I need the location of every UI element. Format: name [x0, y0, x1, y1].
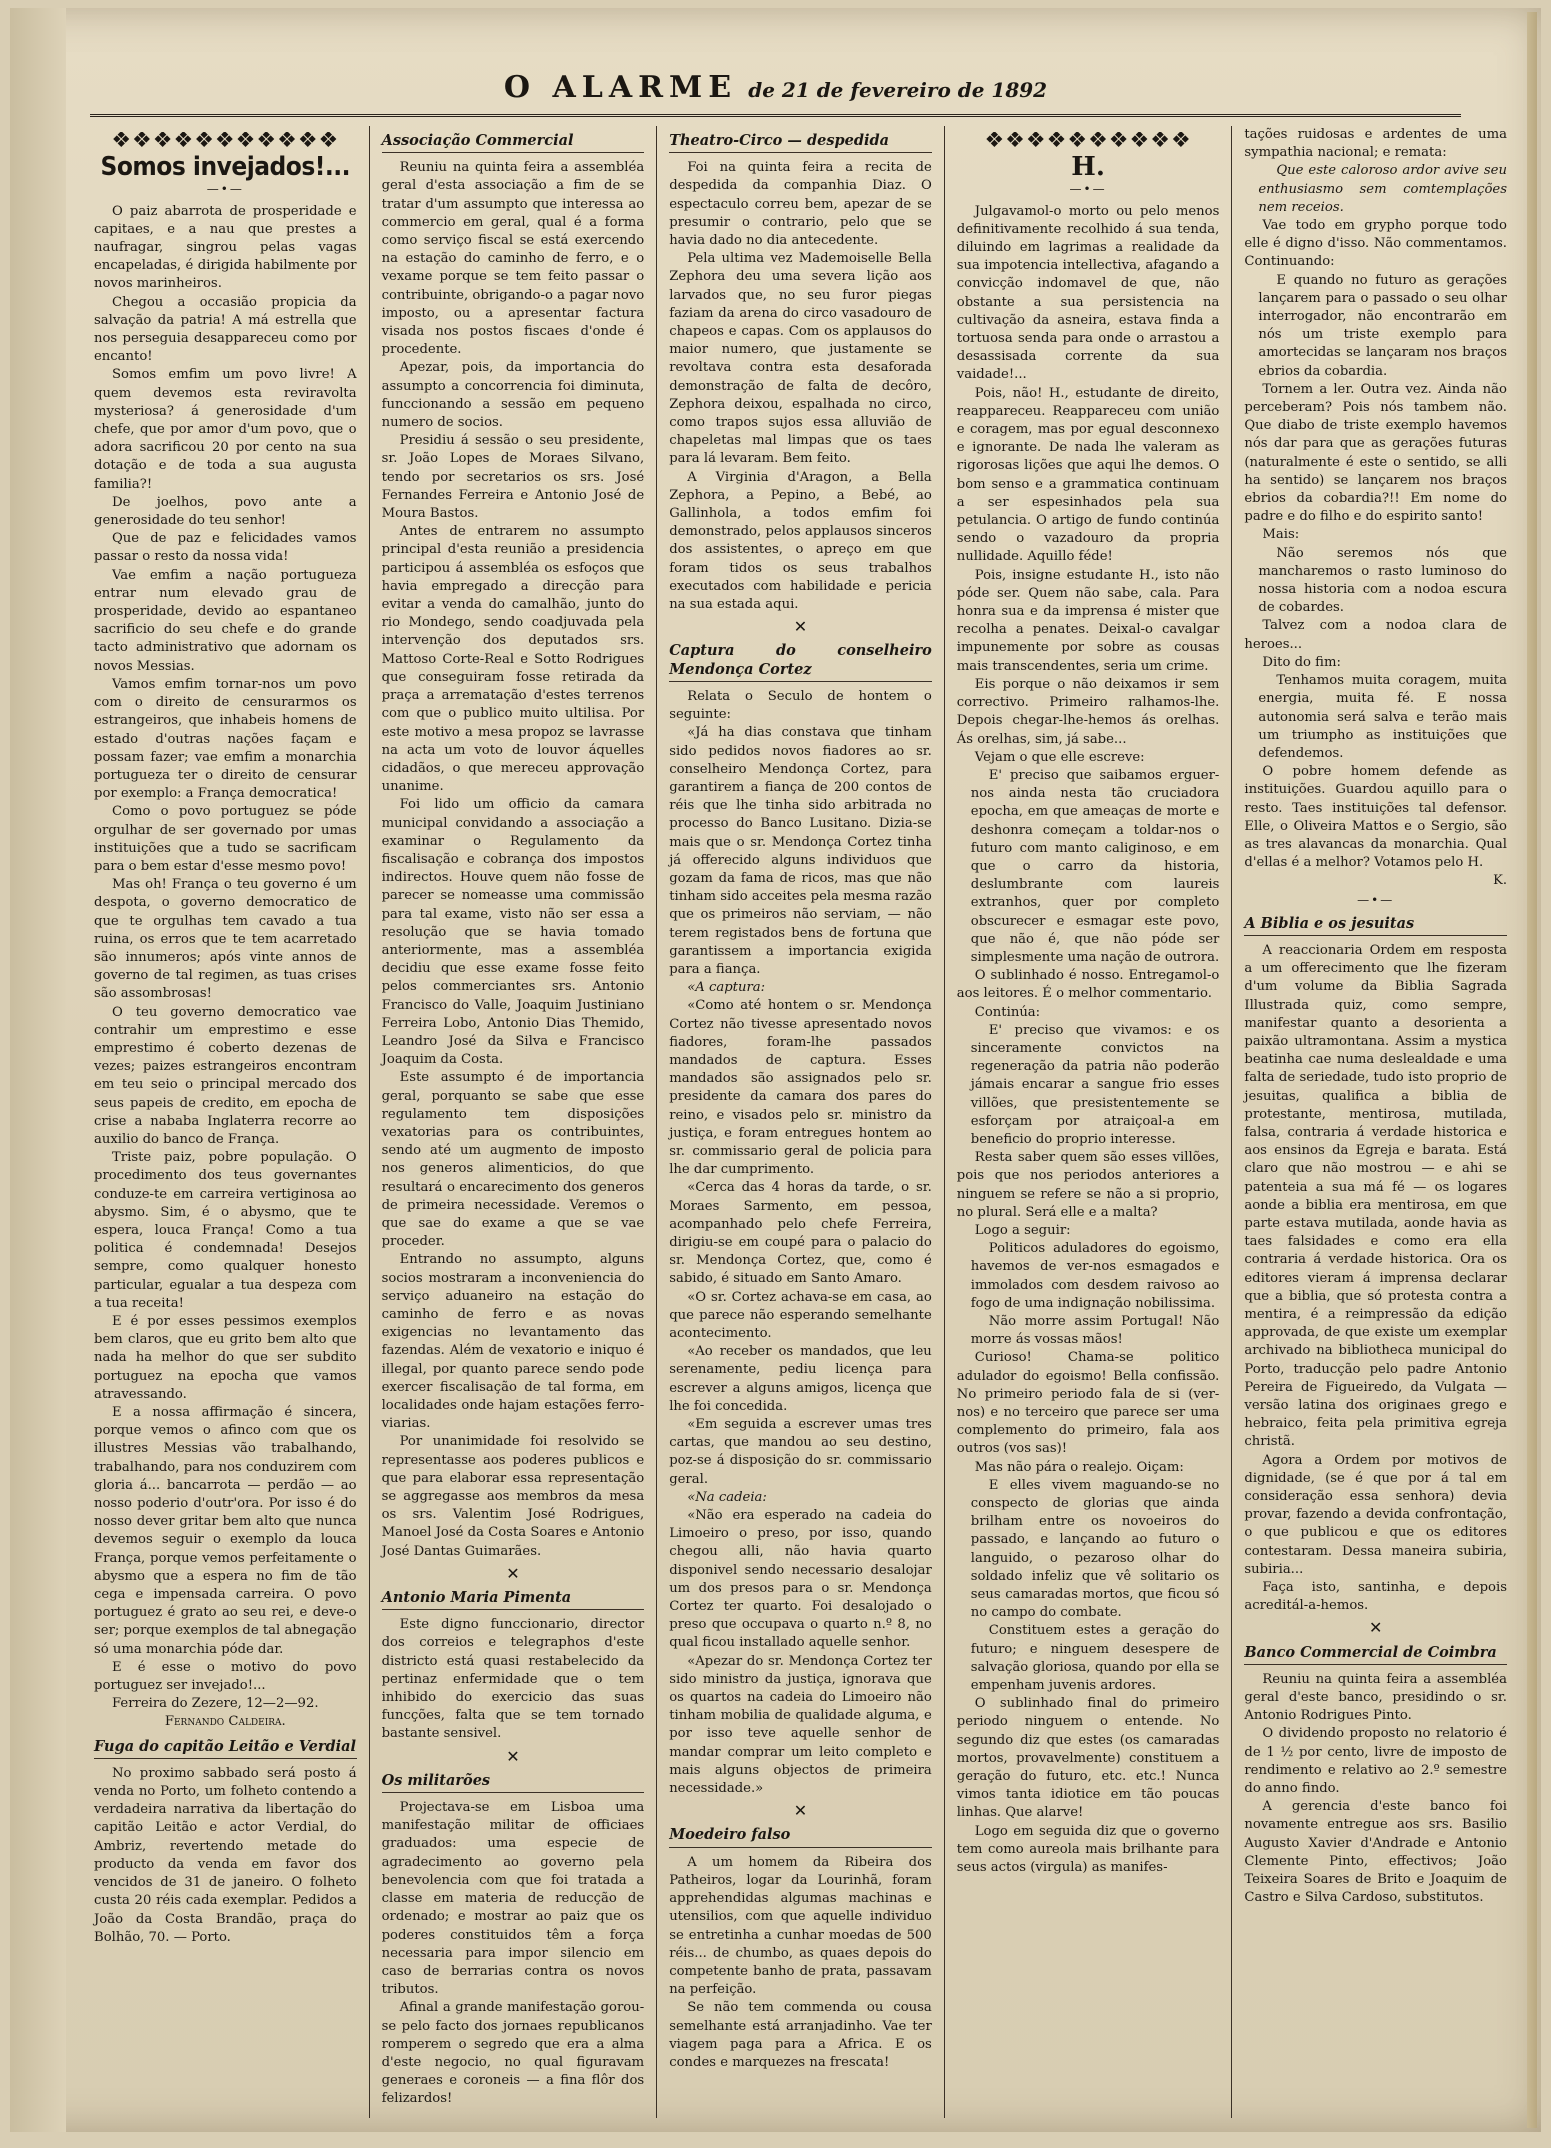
- quoted-paragraph: Não morre assim Portugal! Não morre ás vossas mãos!: [970, 1314, 1220, 1348]
- paragraph: Projectava-se em Lisboa uma manifestação militar de officiaes graduados: uma especie de agradecimento ao governo pela benevolencia com que foi tratada a classe em materia de reducção de ordenado; e mostrar ao paiz que os poderes constituidos têm a força necessaria para impor silencio em caso de berrarias contra os novos tributos.: [381, 1800, 645, 1998]
- paragraph: Logo em seguida diz que o governo tem como aureola mais brilhante para seus actos (virgula) as manifes-: [956, 1823, 1220, 1876]
- paragraph: Vae todo em grypho porque todo elle é digno d'isso. Não commentamos. Continuando:: [1244, 218, 1507, 270]
- column-3: [657, 126, 945, 2118]
- page-left-edge: [10, 8, 66, 2132]
- paragraph: Pela ultima vez Mademoiselle Bella Zephora deu uma severa lição aos larvados que, no seu furor piegas faziam da arena do circo vasadouro de chapeos e capas. Com os applausos do maior numero, que justamente se revoltava contra esta desaforada demonstração de falta de decôro, Zephora deixou, espalhada no circo, como trapos sujos essa alluvião de chapeletas mal limpas que os taes para lá levaram. Bem feito.: [669, 251, 932, 467]
- paragraph: «Já ha dias constava que tinham sido pedidos novos fiadores ao sr. conselheiro Mendonça Cortez, para garantirem a fiança de 200 contos de réis que lhe tinha sido arbitrada no processo do Banco Lusitano. Dizia-se mais que o sr. Mendonça Cortez tinha já offerecido alguns individuos que gozam da fama de ricos, mas que não tinham sido acceites pela mesma razão que os primeiros não serviam, — não terem registados bens de fortuna que garantissem a importancia exigida para a fiança.: [669, 725, 932, 977]
- paragraph: Pois, insigne estudante H., isto não póde ser. Quem não sabe, cala. Para honra sua e da imprensa é mister que recolha a penates. Deixal-o cavalgar impunemente por sobre as cousas mais transcendentes, seria um crime.: [956, 567, 1220, 674]
- paragraph: Vejam o que elle escreve:: [974, 749, 1145, 765]
- column-2: [370, 126, 658, 2118]
- paragraph: Julgavamol-o morto ou pelo menos definitivamente recolhido á sua tenda, diluindo em lagrimas a realidade da sua impotencia intellectiva, afagando a convicção indomavel de que, não obstante a sua persistencia na cultivação da asneira, estava finda a tortuosa senda para onde o arrastou a desassisada corrente da sua vaidade!...: [956, 203, 1220, 383]
- article-headline: Somos invejados!...: [100, 152, 351, 183]
- section-heading: Theatro-Circo — despedida: [669, 132, 932, 153]
- paragraph: O dividendo proposto no relatorio é de 1 ½ por cento, livre de imposto de rendimento e relativo ao 2.º semestre do anno findo.: [1244, 1726, 1507, 1797]
- quoted-paragraph: Politicos aduladores do egoismo, havemos de ver-nos esmagados e immolados com desdem raivoso ao fogo de uma indignação nobilissima.: [970, 1241, 1220, 1311]
- paragraph: O pobre homem defende as instituições. Guardou aquillo para o resto. Taes instituições tal defensor. Elle, o Oliveira Mattos e o Sergio, são as tres alavancas da monarchia. Qual d'ellas é a melhor? Votamos pelo H.: [1244, 764, 1507, 871]
- paragraph: Pois, não! H., estudante de direito, reappareceu. Reappareceu com união e coragem, mas por egual desconnexo e ignorante. De nada lhe valeram as rigorosas lições que aqui lhe demos. O bom senso e a grammatica continuam a ser espesinhados pela sua petulancia. O artigo de fundo continúa sendo o vazadouro da propria nullidade. Aquillo féde!: [956, 385, 1220, 565]
- paragraph: «Ao receber os mandados, que leu serenamente, pediu licença para escrever a alguns amigos, licença que lhe foi concedida.: [669, 1344, 932, 1414]
- author-signature: Fernando Caldeira.: [164, 1714, 286, 1730]
- paragraph: E é esse o motivo do povo portuguez ser invejado!...: [94, 1659, 357, 1694]
- paragraph: Curioso! Chama-se politico adulador do egoismo! Bella confissão. No primeiro periodo fala de si (ver-nos) e no terceiro que parece ser uma complemento do primeiro, fala aos outros (vos sas)!: [956, 1350, 1220, 1457]
- paragraph: Antes de entrarem no assumpto principal d'esta reunião a presidencia participou á assembléa os esfoços que havia empregado a direcção para evitar a venda do camalhão, junto do rio Mondego, sendo coadjuvada pela intervenção dos deputados srs. Mattoso Corte-Real e Sotto Rodrigues que conseguiram fosse retirada da praça a arrematação d'estes terrenos com que o publico muito ultilisa. Por este motivo a mesa propoz se lavrasse na acta um voto de louvor áquelles cidadãos, o que mereceu approvação unanime.: [381, 524, 645, 795]
- paragraph: A gerencia d'este banco foi novamente entregue aos srs. Basilio Augusto Xavier d'Andrade e Antonio Clemente Pinto, effectivos; João Teixeira Soares de Brito e Joaquim de Castro e Silva Cardoso, substitutos.: [1244, 1799, 1507, 1906]
- paragraph: Tornem a ler. Outra vez. Ainda não perceberam? Pois nós tambem não. Que diabo de triste exemplo havemos nós dar para que as gerações futuras (naturalmente é este o sentido, se alli ha sentido) se lançarem nos braços ebrios da cobardia?!! Em nome do padre e do filho e do espirito santo!: [1244, 381, 1507, 525]
- paragraph: Talvez com a nodoa clara de heroes...: [1244, 618, 1507, 652]
- paragraph: No proximo sabbado será posto á venda no Porto, um folheto contendo a verdadeira narrativa da libertação do capitão Leitão e actor Verdial, do Ambriz, revertendo metade do producto da venda em favor dos vencidos de 31 de janeiro. O folheto custa 20 réis cada exemplar. Pedidos a João da Costa Brandão, praça do Bolhão, 70. — Porto.: [94, 1765, 357, 1945]
- paragraph: Continúa:: [974, 1004, 1041, 1020]
- cross-divider-icon: ✕: [793, 617, 808, 637]
- quoted-paragraph: Tenhamos muita coragem, muita energia, muita fé. E nossa autonomia será salva e terão mais um triumpho as instituições que defendemos.: [1258, 673, 1507, 761]
- quoted-paragraph: Que este caloroso ardor avive seu enthusiasmo sem comtemplações nem receios.: [1258, 163, 1507, 215]
- paragraph: A um homem da Ribeira dos Patheiros, logar da Lourinhã, foram apprehendidas algumas machinas e utensilios, com que aquelle individuo se entretinha a cunhar moedas de 500 réis... de chumbo, as quaes depois do competente banho de prata, passavam na perfeição.: [669, 1854, 932, 1998]
- quoted-paragraph: E quando no futuro as gerações lançarem para o passado o seu olhar interrogador, não encontrarão em nós um triste exemplo para amortecidas se lançaram nos braços ebrios da cobardia.: [1258, 272, 1507, 379]
- paragraph: O teu governo democratico vae contrahir um emprestimo e esse emprestimo é coberto dezenas de vezes; paizes estrangeiros encontram em teu seio o principal mercado dos seus papeis de credito, em epocha de crise a nababa Inglaterra recorre ao auxilio do banco de França.: [94, 1004, 357, 1147]
- column-5: [1232, 126, 1519, 2118]
- paragraph: Foi lido um officio da camara municipal convidando a associação a examinar o Regulamento da fiscalisação e cobrança dos impostos indirectos. Houve quem não fosse de parecer se nomeasse uma commissão para tal exame, visto não ser essa a resolução que se havia tomado anteriormente, mas a assembléa decidiu que esse exame fosse feito pelos commerciantes srs. Antonio Francisco do Valle, Joaquim Justiniano Ferreira Lobo, Antonio Dias Themido, Leandro José da Silva e Francisco Joaquim da Costa.: [381, 797, 645, 1068]
- dot-divider: —•—: [206, 182, 244, 197]
- section-heading: Os militarões: [382, 1772, 645, 1793]
- paragraph: Como o povo portuguez se póde orgulhar de ser governado por umas instituições que a tudo se sacrificam para o bem estar d'esse mesmo povo!: [94, 804, 357, 874]
- paragraph: Presidiu á sessão o seu presidente, sr. João Lopes de Moraes Silvano, tendo por secretarios os srs. José Fernandes Ferreira e Antonio José de Moura Bastos.: [381, 433, 645, 522]
- paragraph: Este assumpto é de importancia geral, porquanto se sabe que esse regulamento tem disposições vexatorias para os contribuintes, sendo até um augmento de imposto nos generos alimenticios, do que resultará o encarecimento dos generos de primeira necessidade. Veremos o que sae do exame a que se vae proceder.: [381, 1070, 645, 1250]
- paragraph: «Na cadeia:: [687, 1489, 767, 1505]
- article-headline: H.: [1071, 152, 1105, 183]
- paragraph: Logo a seguir:: [974, 1222, 1071, 1238]
- paragraph: «Cerca das 4 horas da tarde, o sr. Moraes Sarmento, em pessoa, acompanhado pelo chefe Ferreira, dirigiu-se em coupé para o palacio do sr. Mendonça Cortez, que, como é sabido, é situado em Santo Amaro.: [669, 1180, 932, 1287]
- masthead: [10, 70, 1541, 110]
- paragraph: A Virginia d'Aragon, a Bella Zephora, a Pepino, a Bebé, ao Gallinhola, a todos emfim foi demonstrado, pelos applausos sinceros dos assistentes, o apreço em que foram tidos os seus trabalhos executados com habilidade e pericia na sua estada aqui.: [669, 469, 932, 613]
- paragraph: A reaccionaria Ordem em resposta a um offerecimento que lhe fizeram d'um volume da Biblia Sagrada Illustrada quiz, como sempre, manifestar quanto a desorienta a paixão ultramontana. Assim a mystica beatinha cae numa deslealdade e uma falta de seriedade, tudo isto proprio de jesuitas, qualifica a biblia de protestante, mentirosa, mutilada, falsa, contraria á verdade historica e aos ensinos da Egreja e barata. Está claro que não mostrou — e ahi se patenteia a sua má fé — os logares aonde a biblia era mentirosa, em que parte estava mutilada, aonde havia as taes falsidades e como era ella contraria á verdade historica. Ora os editores vieram á imprensa declarar que a biblia, que só protesta contra a mentira, é a reimpressão da edição approvada, de que existe um exemplar archivado na bibliotheca municipal do Porto, traducção pelo padre Antonio Pereira de Figueiredo, da Vulgata — versão latina dos originaes grego e hebraico, feita pela primitiva egreja christã.: [1244, 942, 1507, 1450]
- cross-divider-icon: ✕: [506, 1563, 520, 1583]
- cross-divider-icon: ✕: [793, 1801, 808, 1821]
- section-heading: A Biblia e os jesuitas: [1244, 915, 1507, 936]
- paragraph: Se não tem commenda ou cousa semelhante está arranjadinho. Vae ter viagem paga para a Africa. E os condes e marquezes na frescata!: [669, 2000, 932, 2070]
- page-right-edge: [1527, 12, 1537, 2128]
- paragraph: Somos emfim um povo livre! A quem devemos esta reviravolta mysteriosa? á generosidade d'um chefe, que por amor d'um povo, que o adora sacrificou 20 por cento na sua dotação e de toda a sua augusta familia?!: [94, 367, 357, 492]
- paragraph: Triste paiz, pobre população. O procedimento dos teus governantes conduze-te em carreira vertiginosa ao abysmo. Sim, é o abysmo, que te espera, louca França! Como a tua politica é condemnada! Desejos sempre, como qualquer honesto particular, egualar a tua despeza com a tua receita!: [94, 1150, 357, 1311]
- paragraph: «Em seguida a escrever umas tres cartas, que mandou ao seu destino, poz-se á disposição do sr. commissario geral.: [669, 1417, 932, 1487]
- paragraph: O sublinhado final do primeiro periodo ninguem o entende. No segundo diz que estes (os camaradas mortos, provavelmente) constituem a geração do futuro, etc. etc.! Nunca vimos tanta idiotice em tão poucas linhas. Que alarve!: [956, 1696, 1220, 1821]
- paragraph: Este digno funccionario, director dos correios e telegraphos d'este districto está quasi restabelecido da pertinaz enfermidade que o tem inhibido do exercicio das suas funcções, falta que se tem tornado bastante sensivel.: [381, 1617, 645, 1742]
- paragraph: E é por esses pessimos exemplos bem claros, que eu grito bem alto que nada ha melhor do que ser subdito portuguez na epocha que vamos atravessando.: [94, 1314, 357, 1402]
- column-4: [945, 126, 1233, 2118]
- paragraph: De joelhos, povo ante a generosidade do teu senhor!: [94, 494, 357, 529]
- section-heading: Banco Commercial de Coimbra: [1244, 1644, 1507, 1665]
- section-heading: Antonio Maria Pimenta: [382, 1589, 645, 1610]
- paragraph: E a nossa affirmação é sincera, porque vemos o afinco com que os illustres Messias vão trabalhando, trabalhando, para nos conduzirem com gloria á... bancarrota — perdão — ao nosso poderio d'outr'ora. Por isso é do nosso dever gritar bem alto que nunca devemos seguir o exemplo da louca França, porque vemos perfeitamente o abysmo que a espera no fim de tão cega e impensada carreira. O povo portuguez é grato ao seu rei, e deve-o ser; porque exemplos de tal abnegação só uma monarchia póde dar.: [94, 1405, 357, 1657]
- paragraph: Afinal a grande manifestação gorou-se pelo facto dos jornaes republicanos romperem o segredo que era a alma d'este negocio, no qual figuravam generaes e coroneis — a fina flôr dos felizardos!: [381, 2000, 645, 2107]
- quoted-paragraph: E' preciso que vivamos: e os sinceramente convictos na regeneração da patria não poderão jámais encarar a sangue frio esses villões, que presistentemente se esforçam por atraiçoal-a em beneficio do proprio interesse.: [970, 1022, 1220, 1147]
- paragraph: Que de paz e felicidades vamos passar o resto da nossa vida!: [94, 531, 357, 565]
- quoted-paragraph: Constituem estes a geração do futuro; e ninguem desespere de salvação gloriosa, quando por ella se empenham juvenis ardores.: [970, 1623, 1220, 1694]
- paragraph: Faça isto, santinha, e depois acreditál-a-hemos.: [1244, 1580, 1507, 1614]
- paragraph: «A captura:: [687, 980, 766, 996]
- cross-divider-icon: ✕: [1368, 1618, 1383, 1638]
- dateline: Ferreira do Zezere, 12—2—92.: [112, 1696, 319, 1712]
- paragraph: «O sr. Cortez achava-se em casa, ao que parece não esperando semelhante acontecimento.: [669, 1289, 932, 1341]
- paragraph: Reuniu na quinta feira a assembléa geral d'este banco, presidindo o sr. Antonio Rodrigues Pinto.: [1244, 1671, 1507, 1724]
- section-heading: Moedeiro falso: [669, 1826, 932, 1847]
- quoted-paragraph: Não seremos nós que mancharemos o rasto luminoso do nossa historia com a nodoa escura de cobardes.: [1258, 545, 1507, 616]
- section-heading: Fuga do capitão Leitão e Verdial: [94, 1738, 357, 1759]
- paragraph: Mais:: [1262, 527, 1300, 543]
- paragraph: Mas oh! França o teu governo é um despota, o governo democratico de que te orgulhas tem cavado a tua ruina, os erros que te tem acarretado são innumeros; após vinte annos de governo de tal regimen, as tuas crises são assombrosas!: [94, 877, 357, 1002]
- paragraph: «Apezar do sr. Mendonça Cortez ter sido ministro da justiça, ignorava que os quartos na cadeia do Limoeiro não tinham mobilia de qualidade alguma, e por isso teve aquelle senhor de mandar comprar um leito completo e mais alguns objectos de primeira necessidade.»: [669, 1653, 932, 1797]
- paragraph: Chegou a occasião propicia da salvação da patria! A má estrella que nos perseguia desappareceu como por encanto!: [94, 294, 357, 365]
- paragraph: Por unanimidade foi resolvido se representasse aos poderes publicos e que para elaborar essa representação se aggregasse aos membros da mesa os srs. Valentim José Rodrigues, Manoel José da Costa Soares e Antonio José Dantas Guimarães.: [381, 1434, 645, 1559]
- paragraph: Reuniu na quinta feira a assembléa geral d'esta associação a fim de se tratar d'um assumpto que interessa ao commercio em geral, qual é a forma como serviço fiscal se está exercendo na estação do caminho de ferro, e o vexame porque se tem feito passar o contribuinte, obrigando-o a pagar novo imposto, ou a apresentar factura visada nos postos fiscaes d'onde é procedente.: [381, 160, 645, 358]
- quoted-paragraph: E' preciso que saibamos erguer-nos ainda nesta tão cruciadora epocha, em que ameaças de morte e deshonra começam a toldar-nos o futuro com manto caliginoso, e em que o carro da historia, deslumbrante com laureis extranhos, quer por completo obscurecer e esmagar este povo, que não é, que não póde ser simplesmente uma nação de outrora.: [970, 767, 1220, 965]
- masthead-title: O ALARME: [503, 70, 738, 105]
- column-1: [82, 126, 370, 2118]
- paragraph: tações ruidosas e ardentes de uma sympathia nacional; e remata:: [1244, 127, 1507, 161]
- author-signature: K.: [1493, 873, 1507, 889]
- paragraph: Foi na quinta feira a recita de despedida da companhia Diaz. O espectaculo correu bem, apezar de se presumir o contrario, pelo que se havia dado no dia antecedente.: [669, 160, 932, 249]
- paragraph: «Como até hontem o sr. Mendonça Cortez não tivesse apresentado novos fiadores, foram-lhe passados mandados de captura. Esses mandados são assignados pelo sr. presidente da camara dos pares do reino, e visados pelo sr. ministro da justiça, e foram entregues hontem ao sr. commissario geral de policia para lhe dar cumprimento.: [669, 998, 932, 1178]
- section-heading: Captura do conselheiro Mendonça Cortez: [669, 642, 932, 681]
- ornament-border: ❖❖❖❖❖❖❖❖❖❖: [984, 132, 1192, 151]
- paragraph: Entrando no assumpto, alguns socios mostraram a inconveniencia do serviço aduaneiro na estação do caminho de ferro e as novas exigencias no levantamento das fazendas. Além de vexatorio e iniquo é illegal, por quanto parece sendo pode exercer fiscalisação de tal forma, em localidades onde hajam estações ferro-viarias.: [381, 1252, 645, 1432]
- quoted-paragraph: E elles vivem maguando-se no conspecto de glorias que ainda brilham entre os novoeiros do passado, e lançando ao futuro o languido, o pezaroso olhar do soldado infeliz que vê solitario os seus camaradas mortos, que ficou só no campo do combate.: [970, 1477, 1220, 1621]
- masthead-rule: [90, 114, 1461, 117]
- columns: [82, 126, 1519, 2118]
- paragraph: Relata o Seculo de hontem o seguinte:: [669, 688, 932, 723]
- section-heading: Associação Commercial: [382, 132, 645, 153]
- paragraph: Agora a Ordem por motivos de dignidade, (se é que por á tal em consideração essa senhora) devia provar, fazendo a devida confrontação, o que publicou e que os editores contestaram. Dessa maneira subiria, subiria...: [1244, 1452, 1507, 1577]
- paragraph: Vamos emfim tornar-nos um povo com o direito de censurarmos os estrangeiros, que inhabeis homens de estado d'outras nações façam e possam fazer; vae emfim a monarchia portugueza ter o direito de censurar por exemplo: a França democratica!: [94, 676, 357, 802]
- cross-divider-icon: ✕: [506, 1746, 520, 1766]
- paragraph: Eis porque o não deixamos ir sem correctivo. Primeiro ralhamos-lhe. Depois chegar-lhe-hemos ás orelhas. Ás orelhas, sim, já sabe...: [956, 676, 1220, 747]
- paragraph: Apezar, pois, da importancia do assumpto a concorrencia foi diminuta, funccionando a sessão em pequeno numero de socios.: [381, 360, 645, 431]
- paragraph: Mas não pára o realejo. Oiçam:: [974, 1459, 1184, 1475]
- paragraph: O sublinhado é nosso. Entregamol-o aos leitores. É o melhor commentario.: [956, 968, 1220, 1002]
- paragraph: O paiz abarrota de prosperidade e capitaes, e a nau que prestes a naufragar, singrou pelas vagas encapeladas, é dirigida habilmente por novos marinheiros.: [94, 203, 357, 292]
- paragraph: Dito do fim:: [1262, 654, 1341, 670]
- dot-divider: —•—: [1357, 892, 1395, 907]
- dot-divider: —•—: [1069, 182, 1107, 197]
- paragraph: «Não era esperado na cadeia do Limoeiro o preso, por isso, quando chegou alli, não havia quarto disponivel sendo necessario desalojar um dos presos para o sr. Mendonça Cortez ter quarto. Foi desalojado o preso que occupava o quarto n.º 8, no qual ficou installado aquelle senhor.: [669, 1508, 932, 1651]
- masthead-date: de 21 de fevereiro de 1892: [748, 78, 1048, 102]
- ornament-border: ❖❖❖❖❖❖❖❖❖❖❖: [111, 132, 340, 151]
- newspaper-page: [10, 8, 1541, 2132]
- paragraph: Resta saber quem são esses villões, pois que nos periodos anteriores a ninguem se refere se não a si proprio, no plural. Será elle e a malta?: [956, 1150, 1220, 1220]
- paragraph: Vae emfim a nação portugueza entrar num elevado grau de prosperidade, devido ao espantaneo sacrificio do seu chefe e do grande tacto administrativo que adornam os novos Messias.: [94, 567, 357, 674]
